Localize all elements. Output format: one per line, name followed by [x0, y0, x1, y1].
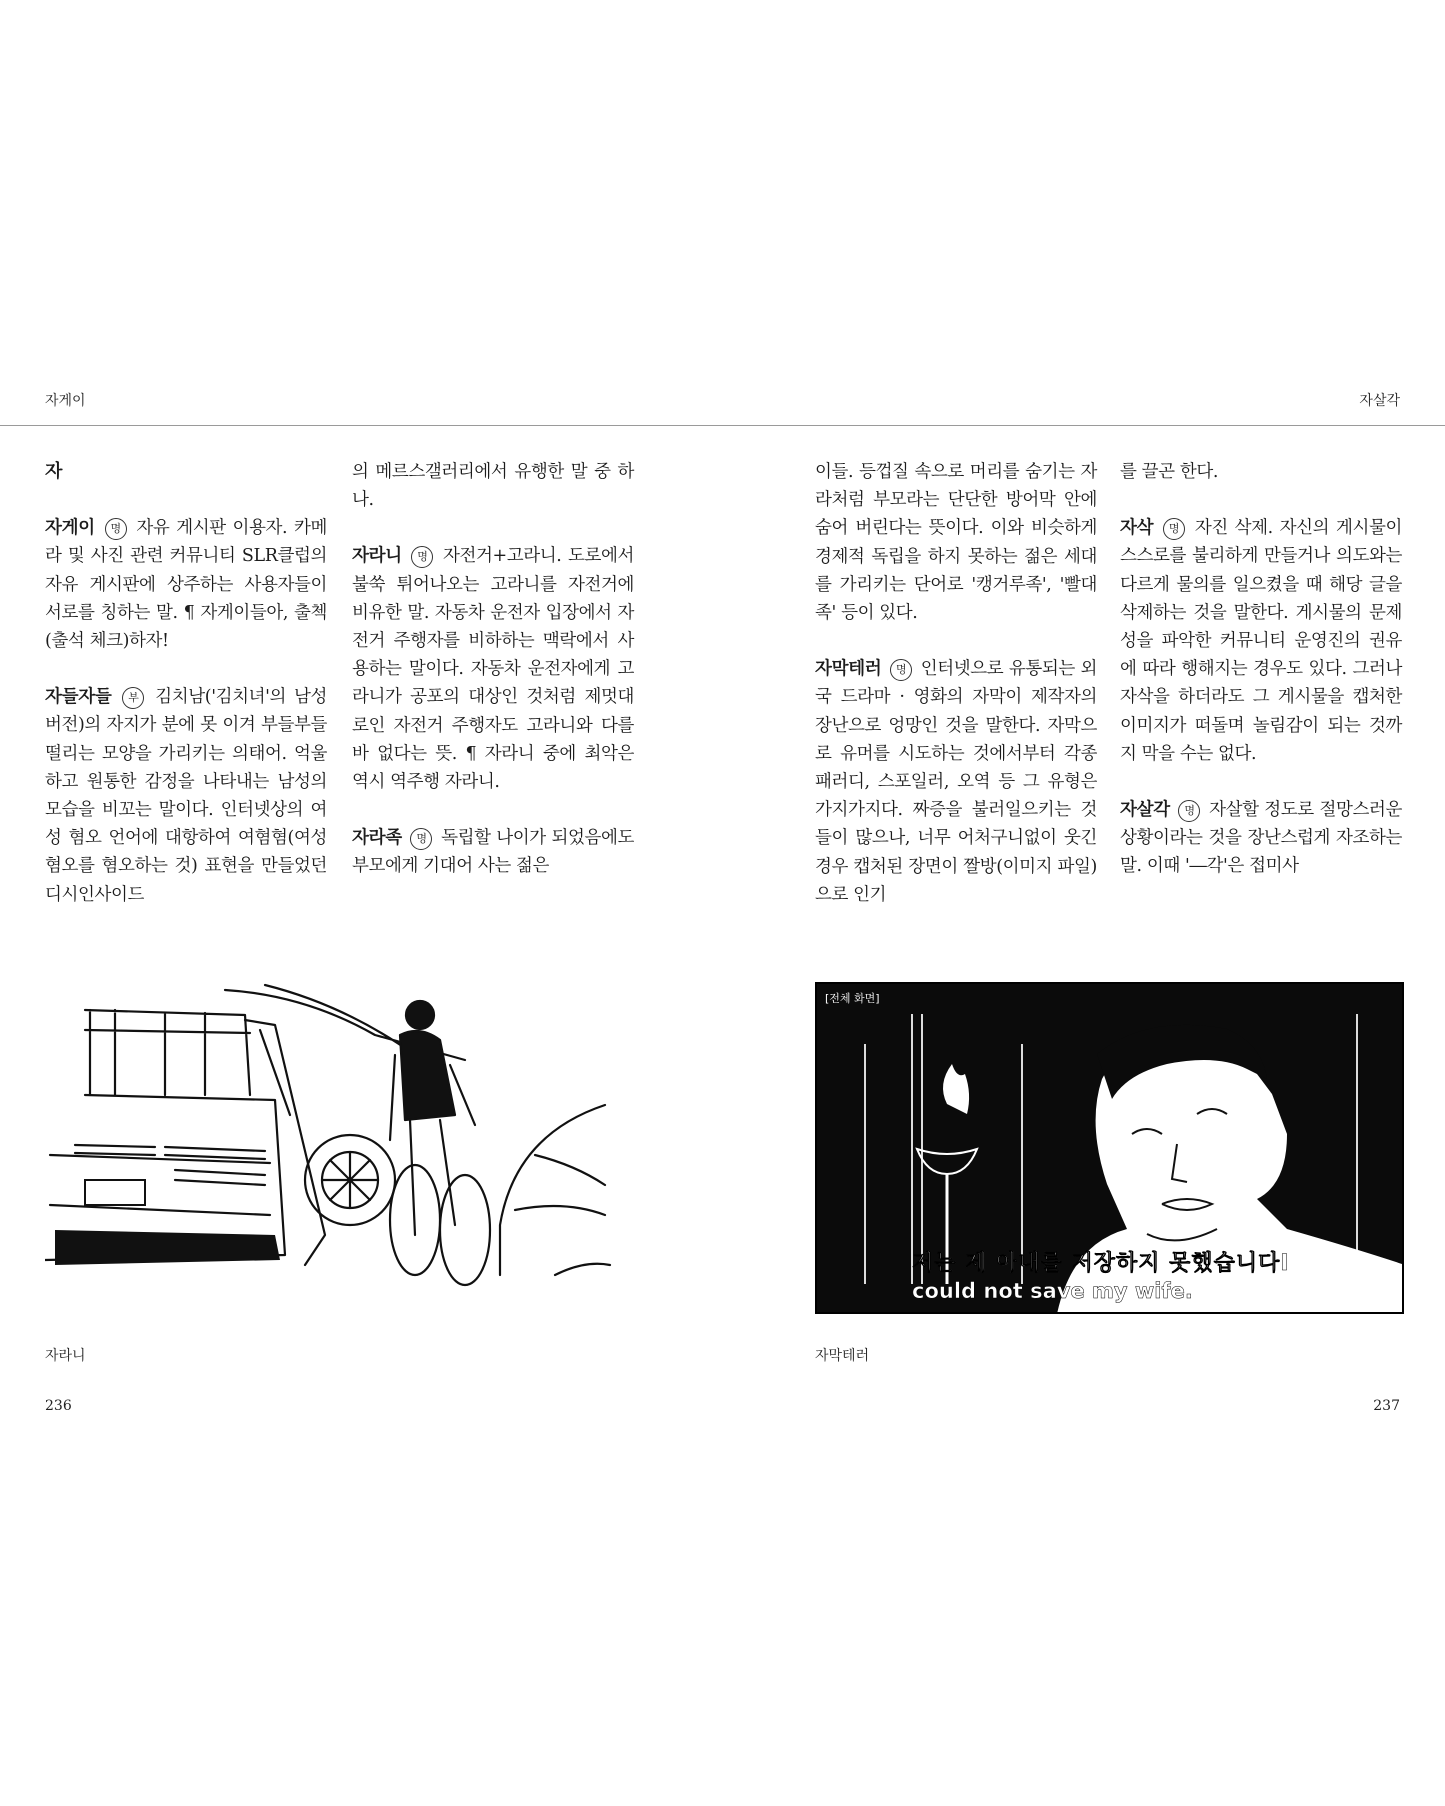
entry-headword: 자들자들: [45, 687, 112, 708]
entry-definition: 자전거+고라니. 도로에서 불쑥 튀어나오는 고라니를 자전거에 비유한 말. 자동차 운전자 입장에서 자전거 주행자를 비하하는 맥락에서 사용하는 말이다. 자동차 운전자에게 고라니가 공포의 대상인 것처럼 제멋대로인 자전거 주행자도 고라니와 다를 바 없다는 뜻. ¶ 자라니 중에 최악은 역시 역주행 자라니.: [352, 546, 634, 793]
entry-headword: 자막테러: [815, 659, 882, 680]
section-letter: 자: [45, 461, 62, 482]
entry-continuation: 의 메르스갤러리에서 유행한 말 중 하나.: [352, 462, 634, 511]
part-of-speech-badge: 명: [105, 518, 127, 540]
entry-headword: 자라족: [352, 828, 402, 849]
part-of-speech-badge: 부: [122, 687, 144, 709]
left-page-column-2: [352, 458, 634, 909]
subtitle-english: could not save my wife.: [912, 1279, 1193, 1303]
entry-definition: 자유 게시판 이용자. 카메라 및 사진 관련 커뮤니티 SLR클럽의 자유 게시판에 상주하는 사용자들이 서로를 칭하는 말. ¶ 자게이들아, 출첵(출석 체크)하자!: [45, 518, 327, 652]
dictionary-entry: [815, 655, 1097, 909]
page-number-right: 237: [1373, 1398, 1400, 1414]
illustration-movie-subtitle: [815, 982, 1404, 1314]
entry-definition: 자진 삭제. 자신의 게시물이 스스로를 불리하게 만들거나 의도와는 다르게 물의를 일으켰을 때 해당 글을 삭제하는 것을 말한다. 게시물의 문제성을 파악한 커뮤니티 운영진의 권유에 따라 행해지는 경우도 있다. 그러나 자삭을 하더라도 그 게시물을 캡처한 이미지가 떠돌며 놀림감이 되는 것까지 막을 수는 없다.: [1120, 518, 1402, 764]
dictionary-entry: [45, 683, 327, 909]
part-of-speech-badge: 명: [411, 546, 433, 568]
left-page-column-1: [45, 458, 327, 937]
entry-headword: 자라니: [352, 546, 402, 567]
entry-headword: 자게이: [45, 518, 95, 539]
illustration-caption-right: 자막테러: [815, 1348, 870, 1364]
illustration-caption-left: 자라니: [45, 1348, 86, 1364]
part-of-speech-badge: 명: [410, 828, 432, 850]
entry-definition: 자살할 정도로 절망스러운 상황이라는 것을 장난스럽게 자조하는 말. 이때 '―각'은 접미사: [1120, 800, 1402, 877]
entry-definition: 김치남('김치녀'의 남성 버전)의 자지가 분에 못 이겨 부들부들 떨리는 모양을 가리키는 의태어. 억울하고 원통한 감정을 나타내는 남성의 모습을 비꼬는 말이다. 인터넷상의 여성 혐오 언어에 대항하여 여혐혐(여성 혐오를 혐오하는 것) 표현을 만들었던 디시인사이드: [45, 687, 327, 905]
entry-continuation: 이들. 등껍질 속으로 머리를 숨기는 자라처럼 부모라는 단단한 방어막 안에 숨어 버린다는 뜻이다. 이와 비슷하게 경제적 독립을 하지 못하는 젊은 세대를 가리키는 단어로 '캥거루족', '빨대족' 등이 있다.: [815, 462, 1097, 624]
entry-headword: 자삭: [1120, 518, 1154, 539]
dictionary-entry: [45, 514, 327, 655]
running-head-right: 자살각: [1359, 393, 1400, 409]
dictionary-entry: [352, 824, 634, 880]
screen-label: [전체 화면]: [825, 992, 880, 1005]
dictionary-entry: [1120, 514, 1402, 768]
entry-definition: 인터넷으로 유통되는 외국 드라마 · 영화의 자막이 제작자의 장난으로 엉망인 것을 말한다. 자막으로 유머를 시도하는 것에서부터 각종 패러디, 스포일러, 오역 등 그 유형은 가지가지다. 짜증을 불러일으키는 것들이 많으나, 너무 어처구니없이 웃긴 경우 캡처된 장면이 짤방(이미지 파일)으로 인기: [815, 659, 1098, 905]
cyclist-drawing-icon: [45, 975, 625, 1290]
running-head-left: 자게이: [45, 393, 86, 409]
right-page-column-1: [815, 458, 1097, 937]
header-rule: [0, 425, 1445, 426]
entry-continuation: 를 끌곤 한다.: [1120, 462, 1219, 482]
part-of-speech-badge: 명: [1178, 800, 1200, 822]
part-of-speech-badge: 명: [890, 659, 912, 681]
entry-definition: 독립할 나이가 되었음에도 부모에게 기대어 사는 젊은: [352, 828, 634, 877]
right-page-column-2: [1120, 458, 1402, 909]
subtitle-korean: 저는 제 아내를 저장하지 못했습니다I: [912, 1251, 1290, 1276]
dictionary-entry: [352, 542, 634, 796]
part-of-speech-badge: 명: [1163, 518, 1185, 540]
dictionary-entry: [1120, 796, 1402, 881]
illustration-cyclist-traffic: [45, 975, 625, 1290]
page-number-left: 236: [45, 1398, 72, 1414]
entry-headword: 자살각: [1120, 800, 1170, 821]
